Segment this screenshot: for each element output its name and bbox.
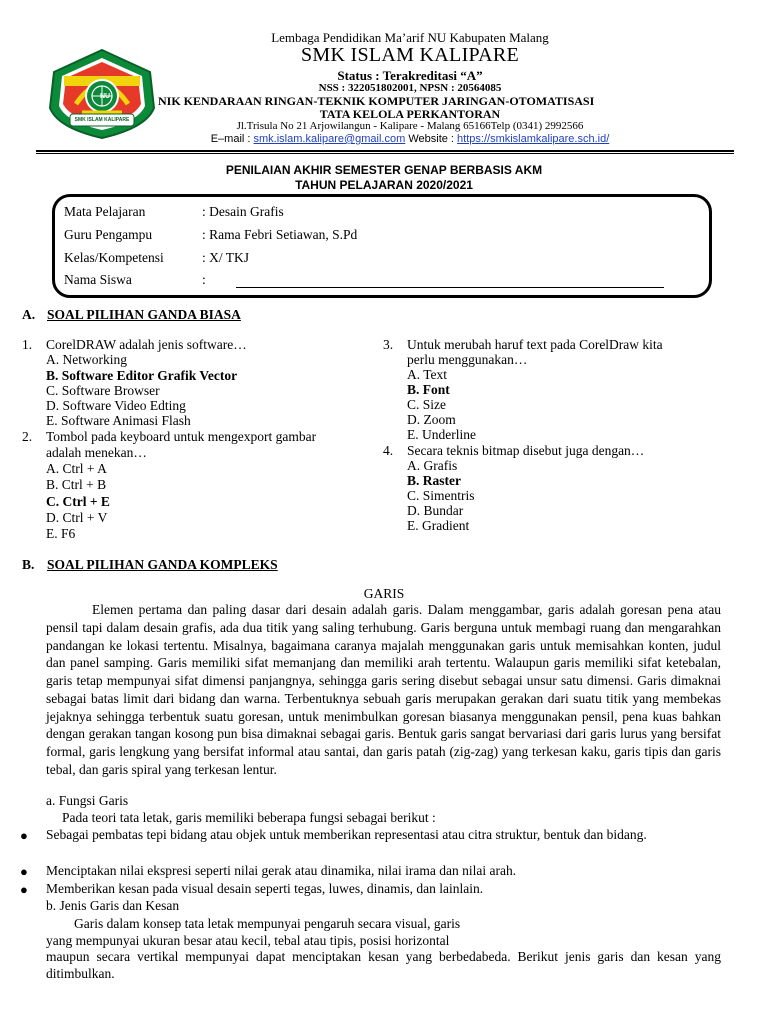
nss-npsn: NSS : 322051802001, NPSN : 20564085 bbox=[318, 82, 502, 94]
section-letter: A. bbox=[22, 307, 36, 322]
subheading-fungsi-garis: a. Fungsi Garis bbox=[46, 793, 129, 808]
option-2c-correct[interactable]: C. Ctrl + E bbox=[46, 494, 110, 509]
website-link[interactable]: https://smkislamkalipare.sch.id/ bbox=[457, 133, 610, 145]
option-2b[interactable]: B. Ctrl + B bbox=[46, 477, 107, 492]
section-title: SOAL PILIHAN GANDA BIASA bbox=[47, 307, 241, 322]
info-value: : X/ TKJ bbox=[202, 250, 250, 265]
bullet-item-1: Sebagai pembatas tepi bidang atau objek untuk memberikan representasi atau citra struktur, bentuk dan bidang. bbox=[46, 827, 647, 842]
subheading-jenis-garis: b. Jenis Garis dan Kesan bbox=[46, 898, 180, 913]
email-link[interactable]: smk.islam.kalipare@gmail.com bbox=[253, 133, 406, 145]
option-3a[interactable]: A. Text bbox=[407, 367, 448, 382]
bullet-item-3: Memberikan kesan pada visual desain seperti tegas, luwes, dinamis, dan lainlain. bbox=[46, 881, 484, 896]
info-label: Mata Pelajaran bbox=[64, 204, 146, 219]
question-stem: Secara teknis bitmap disebut juga dengan… bbox=[407, 443, 645, 458]
passage-title: GARIS bbox=[363, 586, 405, 601]
website-label: Website : bbox=[405, 133, 458, 145]
option-1e[interactable]: E. Software Animasi Flash bbox=[46, 413, 191, 428]
student-info-box bbox=[52, 194, 712, 298]
question-number: 3. bbox=[383, 337, 394, 352]
info-value: : bbox=[202, 272, 206, 287]
info-value: : Desain Grafis bbox=[202, 204, 284, 219]
section-b-heading bbox=[22, 557, 278, 573]
header-rule-thick bbox=[36, 150, 734, 152]
fungsi-garis-intro: Pada teori tata letak, garis memiliki beberapa fungsi sebagai berikut : bbox=[62, 810, 436, 825]
logo-text: SMK ISLAM KALIPARE bbox=[74, 117, 130, 123]
section-title: SOAL PILIHAN GANDA KOMPLEKS bbox=[47, 557, 278, 572]
bullet-icon: ● bbox=[20, 828, 28, 843]
exam-year: TAHUN PELAJARAN 2020/2021 bbox=[295, 178, 473, 192]
school-address: Jl.Trisula No 21 Arjowilangun - Kalipare - Malang 65166Telp (0341) 2992566 bbox=[236, 120, 584, 132]
option-1b-correct[interactable]: B. Software Editor Grafik Vector bbox=[46, 368, 238, 383]
info-label: Guru Pengampu bbox=[64, 227, 153, 242]
question-stem: perlu menggunakan… bbox=[407, 352, 528, 367]
question-number: 1. bbox=[22, 337, 33, 352]
option-1d[interactable]: D. Software Video Edting bbox=[46, 398, 186, 413]
option-2a[interactable]: A. Ctrl + A bbox=[46, 461, 107, 476]
exam-title: PENILAIAN AKHIR SEMESTER GENAP BERBASIS AKM bbox=[225, 163, 543, 177]
option-3c[interactable]: C. Size bbox=[407, 397, 446, 412]
accreditation-status: Status : Terakreditasi “A” bbox=[337, 68, 483, 83]
info-value: : Rama Febri Setiawan, S.Pd bbox=[202, 227, 358, 242]
question-stem: adalah menekan… bbox=[46, 445, 147, 460]
option-1a[interactable]: A. Networking bbox=[46, 352, 127, 367]
email-label: E–mail : bbox=[210, 133, 254, 145]
option-3b-correct[interactable]: B. Font bbox=[407, 382, 450, 397]
question-stem: Untuk merubah haruf text pada CorelDraw kita bbox=[407, 337, 663, 352]
question-stem: CorelDRAW adalah jenis software… bbox=[46, 337, 247, 352]
contact-line bbox=[150, 133, 670, 145]
jenis-garis-line-2: yang mempunyai ukuran besar atau kecil, tebal atau tipis, posisi horizontal bbox=[46, 933, 450, 948]
option-2e[interactable]: E. F6 bbox=[46, 526, 76, 541]
school-name: SMK ISLAM KALIPARE bbox=[300, 44, 520, 66]
student-name-blank[interactable] bbox=[236, 287, 664, 288]
logo-badge: NU bbox=[99, 93, 111, 100]
option-4e[interactable]: E. Gradient bbox=[407, 518, 470, 533]
option-4d[interactable]: D. Bundar bbox=[407, 503, 464, 518]
option-1c[interactable]: C. Software Browser bbox=[46, 383, 160, 398]
option-2d[interactable]: D. Ctrl + V bbox=[46, 510, 108, 525]
question-stem: Tombol pada keyboard untuk mengexport gambar bbox=[46, 429, 317, 444]
option-4b-correct[interactable]: B. Raster bbox=[407, 473, 461, 488]
jenis-garis-line-3: maupun secara vertikal mempunyai dapat menciptakan kesan yang berbedabeda. Berikut jenis garis dan kesan yang ditimbulkan. bbox=[46, 949, 721, 981]
question-number: 4. bbox=[383, 443, 394, 458]
section-a-heading bbox=[22, 307, 241, 323]
programs-line-2: TATA KELOLA PERKANTORAN bbox=[319, 107, 501, 121]
question-number: 2. bbox=[22, 429, 33, 444]
option-3d[interactable]: D. Zoom bbox=[407, 412, 456, 427]
bullet-icon: ● bbox=[20, 864, 28, 879]
option-4c[interactable]: C. Simentris bbox=[407, 488, 475, 503]
programs-line-1: NIK KENDARAAN RINGAN-TEKNIK KOMPUTER JARINGAN-OTOMATISASI bbox=[158, 94, 595, 108]
jenis-garis-line-1: Garis dalam konsep tata letak mempunyai pengaruh secara visual, garis bbox=[74, 916, 461, 931]
option-4a[interactable]: A. Grafis bbox=[407, 458, 458, 473]
institution-name: Lembaga Pendidikan Ma’arif NU Kabupaten Malang bbox=[271, 30, 549, 45]
option-3e[interactable]: E. Underline bbox=[407, 427, 476, 442]
section-letter: B. bbox=[22, 557, 35, 572]
bullet-item-2: Menciptakan nilai ekspresi seperti nilai gerak atau dinamika, nilai irama dan nilai arah. bbox=[46, 863, 517, 878]
info-label: Kelas/Kompetensi bbox=[64, 250, 164, 265]
info-label: Nama Siswa bbox=[64, 272, 132, 287]
bullet-icon: ● bbox=[20, 882, 28, 897]
passage-paragraph: Elemen pertama dan paling dasar dari desain adalah garis. Dalam menggambar, garis adalah goresan pena atau pensil tapi dalam desain grafis, ada dua titik yang saling terhubung. Garis berguna untuk membagi ruang dan mengarahkan pandangan ke lokasi tertentu. Misalnya, bagaimana caranya majalah menggunakan garis untuk memisahkan konten, judul dan panel samping. Garis memiliki sifat memanjang dan memiliki arah tertentu. Walaupun garis memiliki sifat ketebalan, garis tetap mempunyai sifat dimensi panjangnya, sehingga garis sering disebut sebagai unsur satu dimensi. Garis dimaknai sebagai batas limit dari bidang dan warna. Terbentuknya sebuah garis merupakan gerakan dari suatu titik yang membekas jejaknya sehingga terbentuk suatu goresan, untuk menimbulkan goresan biasanya menggunakan pensil, pena kuas bahkan dengan gerakan tangan kosong pun bisa dimaknai sebagai garis. Bentuk garis sangat bervariasi dari garis lurus yang bersifat formal, garis lengkung yang bersifat informal atau santai, dan garis patah (zig-zag) yang terkesan kaku, garis tipis dan garis tebal, dan garis spiral yang terkesan lentur. bbox=[46, 602, 721, 777]
header-rule-thin bbox=[36, 153, 734, 154]
